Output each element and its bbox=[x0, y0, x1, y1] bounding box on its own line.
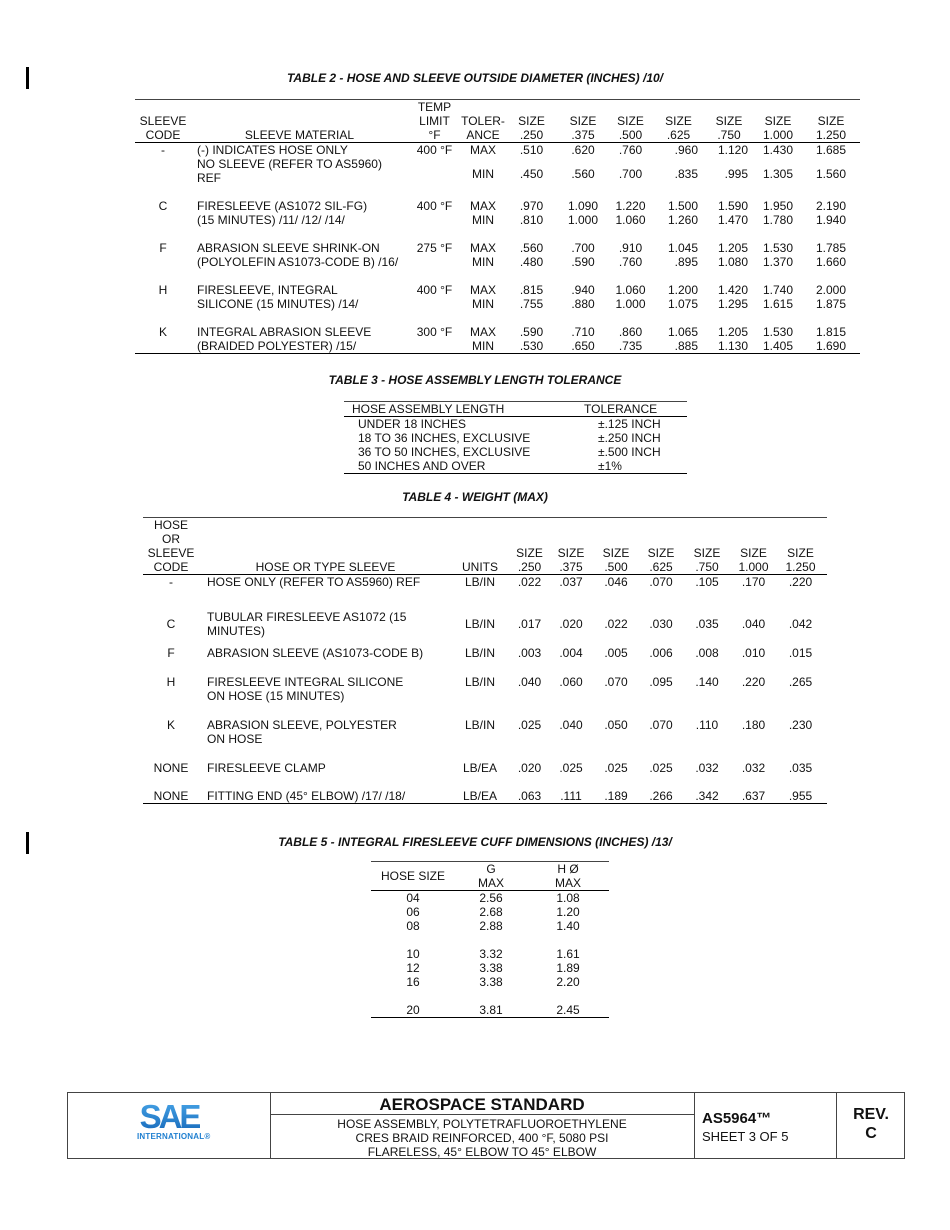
table4-type: TUBULAR FIRESLEEVE AS1072 (15 MINUTES) bbox=[207, 609, 407, 638]
table-row bbox=[135, 241, 860, 255]
svg-text:SAE: SAE bbox=[139, 1101, 199, 1131]
revision-cell bbox=[836, 1093, 906, 1158]
table4 bbox=[143, 517, 827, 804]
table4-type: HOSE ONLY (REFER TO AS5960) REF bbox=[207, 575, 421, 589]
table4-cell: .105 bbox=[695, 575, 719, 589]
table2-cell: 1.590 bbox=[717, 199, 748, 213]
table4-cell: .063 bbox=[508, 789, 551, 804]
table2-material: FIRESLEEVE, INTEGRAL SILICONE (15 MINUTES) /14/ bbox=[197, 283, 359, 311]
table2-cell: .860 bbox=[618, 325, 643, 339]
table2-cell: 1.000 bbox=[615, 297, 646, 311]
table2-cell: 1.815 bbox=[815, 325, 847, 339]
table2-cell: 1.060 bbox=[615, 213, 646, 227]
table4-cell: .342 bbox=[681, 789, 733, 804]
table2-cell: .530 bbox=[505, 339, 558, 354]
standard-subtitle-line: HOSE ASSEMBLY, POLYTETRAFLUOROETHYLENE bbox=[337, 1117, 627, 1131]
table2-cell: 1.090 bbox=[567, 199, 599, 213]
table4-cell: .110 bbox=[695, 717, 719, 732]
table2-cell: 2.190 bbox=[815, 199, 847, 213]
table2-cell: .510 bbox=[519, 143, 544, 157]
table2-cell: .960 bbox=[674, 143, 698, 157]
table4-cell: .140 bbox=[695, 674, 719, 689]
table4-cell: .025 bbox=[649, 760, 673, 775]
table2-cell: 1.205 bbox=[717, 325, 748, 339]
table4-header-size: SIZE .375 bbox=[551, 518, 591, 575]
table5-h: 2.20 bbox=[556, 975, 580, 989]
table4-cell: .220 bbox=[741, 674, 766, 689]
table4-units: LB/IN bbox=[464, 717, 495, 732]
table2-cell: 1.500 bbox=[667, 199, 698, 213]
table5-header-g: G MAX bbox=[455, 862, 527, 891]
table4-type: FIRESLEEVE CLAMP bbox=[207, 760, 326, 775]
table3-header-length: HOSE ASSEMBLY LENGTH bbox=[344, 402, 584, 417]
table5-header-size: HOSE SIZE bbox=[371, 862, 455, 891]
table2-code: - bbox=[161, 143, 165, 157]
table2-tol: MAX bbox=[469, 325, 496, 339]
table4-cell: .005 bbox=[604, 645, 628, 660]
table4-header-size: SIZE 1.000 bbox=[733, 518, 774, 575]
table2-cell: 1.685 bbox=[815, 143, 847, 157]
table5-size: 06 bbox=[406, 905, 420, 919]
table4-cell: .050 bbox=[604, 717, 628, 732]
table5-g: 3.32 bbox=[479, 947, 503, 961]
table4-code: C bbox=[166, 616, 176, 631]
table2-header-size: SIZE .625 bbox=[653, 100, 704, 143]
table2-cell: 1.530 bbox=[762, 241, 794, 255]
table2-cell: .810 bbox=[519, 213, 544, 227]
standard-subtitle-line: CRES BRAID REINFORCED, 400 °F, 5080 PSI bbox=[355, 1131, 609, 1145]
table4-cell: .032 bbox=[741, 760, 766, 775]
table5-header-h: H Ø MAX bbox=[527, 862, 609, 891]
table2-temp: 300 °F bbox=[408, 325, 461, 354]
table4-cell: .060 bbox=[559, 674, 583, 689]
table4-cell: .265 bbox=[788, 674, 813, 689]
table4-header-size: SIZE .750 bbox=[681, 518, 733, 575]
table2-cell: 1.060 bbox=[615, 283, 646, 297]
table4-cell: .015 bbox=[788, 645, 813, 660]
table4-title: TABLE 4 - WEIGHT (MAX) bbox=[402, 490, 548, 504]
revision-label: REV. bbox=[853, 1106, 889, 1123]
table4-cell: .022 bbox=[604, 616, 628, 631]
table4-cell: .035 bbox=[695, 616, 719, 631]
table2-cell: .620 bbox=[571, 143, 595, 157]
table2-cell: .755 bbox=[519, 297, 544, 311]
table5-title: TABLE 5 - INTEGRAL FIRESLEEVE CUFF DIMENSIONS (INCHES) /13/ bbox=[278, 835, 672, 849]
table2-cell: 1.200 bbox=[667, 283, 698, 297]
table4-cell: .095 bbox=[649, 674, 673, 689]
table2-tol: MIN bbox=[461, 339, 505, 354]
table5-size: 10 bbox=[406, 947, 420, 961]
table-row bbox=[371, 1003, 609, 1018]
table4-cell: .003 bbox=[517, 645, 542, 660]
table-row bbox=[371, 961, 609, 975]
table2-cell: 1.120 bbox=[717, 143, 748, 157]
table5-h: 1.08 bbox=[556, 891, 580, 905]
table5-h: 2.45 bbox=[527, 1003, 609, 1018]
table4-cell: .022 bbox=[517, 575, 542, 589]
table2-cell: 1.000 bbox=[567, 213, 599, 227]
table3-length: 50 INCHES AND OVER bbox=[344, 459, 584, 474]
title-block bbox=[67, 1092, 905, 1159]
table2-cell: .910 bbox=[618, 241, 643, 255]
table2-cell: 1.220 bbox=[615, 199, 646, 213]
table2-cell: 1.660 bbox=[815, 255, 847, 269]
table4-header-units: UNITS bbox=[452, 518, 508, 575]
table2-cell: 1.045 bbox=[667, 241, 698, 255]
table4-cell: .220 bbox=[788, 575, 813, 589]
table2-cell: 1.785 bbox=[815, 241, 847, 255]
table2-cell: .560 bbox=[519, 241, 544, 255]
table4-header-size: SIZE 1.250 bbox=[774, 518, 827, 575]
table4-type: ABRASION SLEEVE, POLYESTER ON HOSE bbox=[207, 717, 397, 746]
table4-cell: .170 bbox=[741, 575, 766, 589]
table2-cell: 1.080 bbox=[717, 255, 748, 269]
table-row bbox=[371, 975, 609, 989]
table4-cell: .042 bbox=[788, 616, 813, 631]
table2-header-size: SIZE 1.000 bbox=[754, 100, 802, 143]
table4-cell: .266 bbox=[641, 789, 681, 804]
sae-logo-icon bbox=[138, 1101, 200, 1131]
table2-code: F bbox=[159, 241, 167, 255]
table4-units: LB/IN bbox=[464, 674, 495, 689]
table2-cell: 1.075 bbox=[667, 297, 698, 311]
table2-cell: 1.940 bbox=[815, 213, 847, 227]
table2-header-size: SIZE .250 bbox=[505, 100, 558, 143]
table-row bbox=[371, 947, 609, 961]
table2-cell: .480 bbox=[519, 255, 544, 269]
table2-cell: .450 bbox=[519, 166, 544, 181]
table5-g: 2.88 bbox=[479, 919, 503, 933]
table3-tolerance: ±.500 INCH bbox=[598, 445, 661, 459]
table2-cell: 1.295 bbox=[717, 297, 748, 311]
table4-type: ABRASION SLEEVE (AS1073-CODE B) bbox=[207, 645, 424, 660]
table2-cell: .590 bbox=[571, 255, 595, 269]
table3-tolerance: ±1% bbox=[584, 459, 687, 474]
table4-header-size: SIZE .500 bbox=[591, 518, 641, 575]
table-row bbox=[344, 459, 687, 474]
sheet-number: SHEET 3 OF 5 bbox=[702, 1129, 789, 1144]
table2-cell: 1.690 bbox=[802, 339, 860, 354]
table2-cell: .970 bbox=[519, 199, 544, 213]
table4-units: LB/IN bbox=[464, 575, 495, 589]
table-row bbox=[135, 143, 860, 160]
table4-cell: .070 bbox=[649, 717, 673, 732]
table-row bbox=[143, 718, 827, 761]
table5-size: 16 bbox=[406, 975, 420, 989]
table2-code: C bbox=[158, 199, 168, 213]
table3-title: TABLE 3 - HOSE ASSEMBLY LENGTH TOLERANCE bbox=[328, 373, 622, 387]
table-row bbox=[135, 325, 860, 339]
table4-cell: .046 bbox=[604, 575, 628, 589]
table2-cell: .995 bbox=[724, 166, 748, 181]
table4-cell: .004 bbox=[559, 645, 583, 660]
table2-cell: 1.530 bbox=[762, 325, 794, 339]
table4-cell: .189 bbox=[591, 789, 641, 804]
table4-cell: .008 bbox=[695, 645, 719, 660]
table2-cell: .760 bbox=[618, 143, 643, 157]
revision-value: C bbox=[865, 1125, 877, 1142]
table-row bbox=[135, 199, 860, 213]
table2-code: H bbox=[158, 283, 168, 297]
document-cell bbox=[694, 1093, 837, 1158]
table4-type: FITTING END (45° ELBOW) /17/ /18/ bbox=[199, 789, 452, 804]
table4-cell: .070 bbox=[649, 575, 673, 589]
table5-h: 1.20 bbox=[556, 905, 580, 919]
table2-cell: .735 bbox=[608, 339, 653, 354]
table2-cell: 1.305 bbox=[762, 166, 794, 181]
table5-size: 12 bbox=[406, 961, 420, 975]
table2-cell: .590 bbox=[519, 325, 544, 339]
logo-cell bbox=[68, 1093, 271, 1158]
table-row bbox=[371, 905, 609, 919]
table-row bbox=[143, 646, 827, 675]
title-cell bbox=[270, 1093, 695, 1158]
table2-header-temp-limit: TEMP LIMIT °F bbox=[408, 100, 461, 143]
table2-tol: MIN bbox=[472, 213, 494, 227]
table4-cell: .111 bbox=[551, 789, 591, 804]
table2-material: ABRASION SLEEVE SHRINK-ON (POLYOLEFIN AS1073-CODE B) /16/ bbox=[197, 241, 399, 269]
table2-cell: .710 bbox=[571, 325, 595, 339]
table5 bbox=[371, 861, 609, 1018]
table2-cell: 1.470 bbox=[717, 213, 748, 227]
table2-code: K bbox=[135, 325, 191, 354]
table4-units: LB/EA bbox=[452, 789, 508, 804]
table4-units: LB/EA bbox=[462, 760, 498, 775]
table5-size: 20 bbox=[371, 1003, 455, 1018]
table2-cell: .650 bbox=[558, 339, 608, 354]
table2-header-sleeve-material: SLEEVE MATERIAL bbox=[191, 100, 408, 143]
table2-cell: .560 bbox=[571, 166, 595, 181]
table2-cell: 1.740 bbox=[762, 283, 794, 297]
table4-cell: .010 bbox=[741, 645, 766, 660]
table4-cell: .035 bbox=[788, 760, 813, 775]
table4-cell: .020 bbox=[559, 616, 583, 631]
table2-cell: 1.130 bbox=[704, 339, 754, 354]
table2-cell: 2.000 bbox=[815, 283, 847, 297]
table2-cell: .760 bbox=[618, 255, 643, 269]
table2-temp: 400 °F bbox=[416, 199, 453, 213]
table2-cell: 1.875 bbox=[815, 297, 847, 311]
table-row bbox=[143, 610, 827, 646]
table2-tol: MAX bbox=[469, 199, 496, 213]
table2-cell: 1.370 bbox=[762, 255, 794, 269]
table4-units: LB/IN bbox=[464, 616, 495, 631]
table4-header-size: SIZE .625 bbox=[641, 518, 681, 575]
table3-tolerance: ±.125 INCH bbox=[598, 417, 661, 431]
table2-cell: 1.560 bbox=[815, 166, 847, 181]
table2-title: TABLE 2 - HOSE AND SLEEVE OUTSIDE DIAMETER (INCHES) /10/ bbox=[286, 71, 664, 85]
table4-cell: .017 bbox=[517, 616, 542, 631]
table4-cell: .180 bbox=[741, 717, 766, 732]
table2-cell: .815 bbox=[519, 283, 544, 297]
table2-header-sleeve-code: SLEEVE CODE bbox=[135, 100, 191, 143]
table4-cell: .020 bbox=[517, 760, 542, 775]
table2-cell: .835 bbox=[674, 166, 698, 181]
table4-cell: .025 bbox=[559, 760, 583, 775]
table5-g: 3.38 bbox=[479, 961, 503, 975]
logo-subtext: INTERNATIONAL® bbox=[137, 1132, 211, 1141]
table4-cell: .040 bbox=[517, 674, 542, 689]
standard-title: AEROSPACE STANDARD bbox=[270, 1095, 694, 1115]
table4-code: NONE bbox=[143, 789, 199, 804]
table4-header-type: HOSE OR TYPE SLEEVE bbox=[199, 518, 452, 575]
table2-cell: 1.405 bbox=[754, 339, 802, 354]
table-row bbox=[344, 445, 687, 459]
table2-cell: 1.205 bbox=[717, 241, 748, 255]
table4-units: LB/IN bbox=[464, 645, 495, 660]
table5-g: 2.68 bbox=[479, 905, 503, 919]
table5-g: 3.81 bbox=[455, 1003, 527, 1018]
table4-cell: .955 bbox=[774, 789, 827, 804]
table4-code: - bbox=[169, 575, 173, 589]
table3-length: UNDER 18 INCHES bbox=[358, 417, 467, 431]
table2-cell: .885 bbox=[653, 339, 704, 354]
table2-cell: .880 bbox=[571, 297, 595, 311]
table2-header-size: SIZE .375 bbox=[558, 100, 608, 143]
table2-cell: .700 bbox=[571, 241, 595, 255]
table2-tol: MIN bbox=[472, 166, 494, 181]
table2-cell: 1.780 bbox=[762, 213, 794, 227]
table3-length: 36 TO 50 INCHES, EXCLUSIVE bbox=[358, 445, 531, 459]
table2-material: FIRESLEEVE (AS1072 SIL-FG) (15 MINUTES) /11/ /12/ /14/ bbox=[197, 199, 368, 227]
table-row bbox=[143, 761, 827, 789]
table4-header-size: SIZE .250 bbox=[508, 518, 551, 575]
table2-cell: 1.260 bbox=[667, 213, 698, 227]
table-row bbox=[143, 789, 827, 804]
table2-cell: .895 bbox=[674, 255, 698, 269]
table2-cell: 1.950 bbox=[762, 199, 794, 213]
table5-h: 1.40 bbox=[556, 919, 580, 933]
table2-header-tolerance: TOLER- ANCE bbox=[461, 100, 505, 143]
table2-cell: 1.430 bbox=[762, 143, 794, 157]
table-row bbox=[143, 575, 827, 610]
table2-cell: 1.065 bbox=[667, 325, 698, 339]
table5-h: 1.89 bbox=[556, 961, 580, 975]
table-row bbox=[344, 417, 687, 432]
table2-temp: 400 °F bbox=[416, 283, 453, 297]
table2-material: INTEGRAL ABRASION SLEEVE (BRAIDED POLYESTER) /15/ bbox=[191, 325, 408, 354]
table4-cell: .030 bbox=[649, 616, 673, 631]
table-row bbox=[371, 919, 609, 933]
table4-cell: .040 bbox=[559, 717, 583, 732]
table2-cell: 1.615 bbox=[762, 297, 794, 311]
table4-cell: .032 bbox=[695, 760, 719, 775]
table3-header-tolerance: TOLERANCE bbox=[584, 402, 687, 417]
table5-h: 1.61 bbox=[556, 947, 580, 961]
table4-cell: .040 bbox=[741, 616, 766, 631]
table4-cell: .070 bbox=[604, 674, 628, 689]
table2-header-size: SIZE .500 bbox=[608, 100, 653, 143]
table2-tol: MAX bbox=[469, 283, 496, 297]
table-row bbox=[143, 675, 827, 718]
table2-cell: 1.420 bbox=[717, 283, 748, 297]
table2-header-size: SIZE .750 bbox=[704, 100, 754, 143]
table2-cell: .940 bbox=[571, 283, 595, 297]
table2-tol: MIN bbox=[472, 255, 494, 269]
table-row bbox=[344, 431, 687, 445]
table4-cell: .025 bbox=[517, 717, 542, 732]
table3-tolerance: ±.250 INCH bbox=[598, 431, 661, 445]
table5-g: 3.38 bbox=[479, 975, 503, 989]
table4-code: NONE bbox=[153, 760, 189, 775]
table4-cell: .230 bbox=[788, 717, 813, 732]
table4-cell: .037 bbox=[559, 575, 583, 589]
table4-code: K bbox=[166, 717, 175, 732]
table5-g: 2.56 bbox=[479, 891, 503, 905]
table2-tol: MIN bbox=[472, 297, 494, 311]
table4-cell: .025 bbox=[604, 760, 628, 775]
table-row bbox=[371, 891, 609, 906]
table2-tol: MAX bbox=[469, 241, 496, 255]
table2-tol: MAX bbox=[469, 143, 496, 157]
table2-temp: 400 °F bbox=[416, 143, 453, 157]
document-number: AS5964™ bbox=[702, 1110, 772, 1127]
table5-size: 08 bbox=[406, 919, 420, 933]
table-row bbox=[135, 283, 860, 297]
table2-header-size: SIZE 1.250 bbox=[802, 100, 860, 143]
standard-subtitle-line: FLARELESS, 45° ELBOW TO 45° ELBOW bbox=[367, 1145, 597, 1159]
table4-header-code: HOSE OR SLEEVE CODE bbox=[143, 518, 199, 575]
table2 bbox=[135, 99, 860, 354]
table2-temp: 275 °F bbox=[416, 241, 453, 255]
table3-length: 18 TO 36 INCHES, EXCLUSIVE bbox=[358, 431, 531, 445]
table2-material: (-) INDICATES HOSE ONLY NO SLEEVE (REFER TO AS5960) REF bbox=[197, 143, 382, 185]
table3 bbox=[344, 401, 687, 474]
table4-cell: .006 bbox=[649, 645, 673, 660]
table4-type: FIRESLEEVE INTEGRAL SILICONE ON HOSE (15 MINUTES) bbox=[207, 674, 404, 703]
table5-size: 04 bbox=[406, 891, 420, 905]
table4-code: F bbox=[167, 645, 175, 660]
table2-cell: .700 bbox=[618, 166, 643, 181]
table4-cell: .637 bbox=[733, 789, 774, 804]
table4-code: H bbox=[166, 674, 176, 689]
